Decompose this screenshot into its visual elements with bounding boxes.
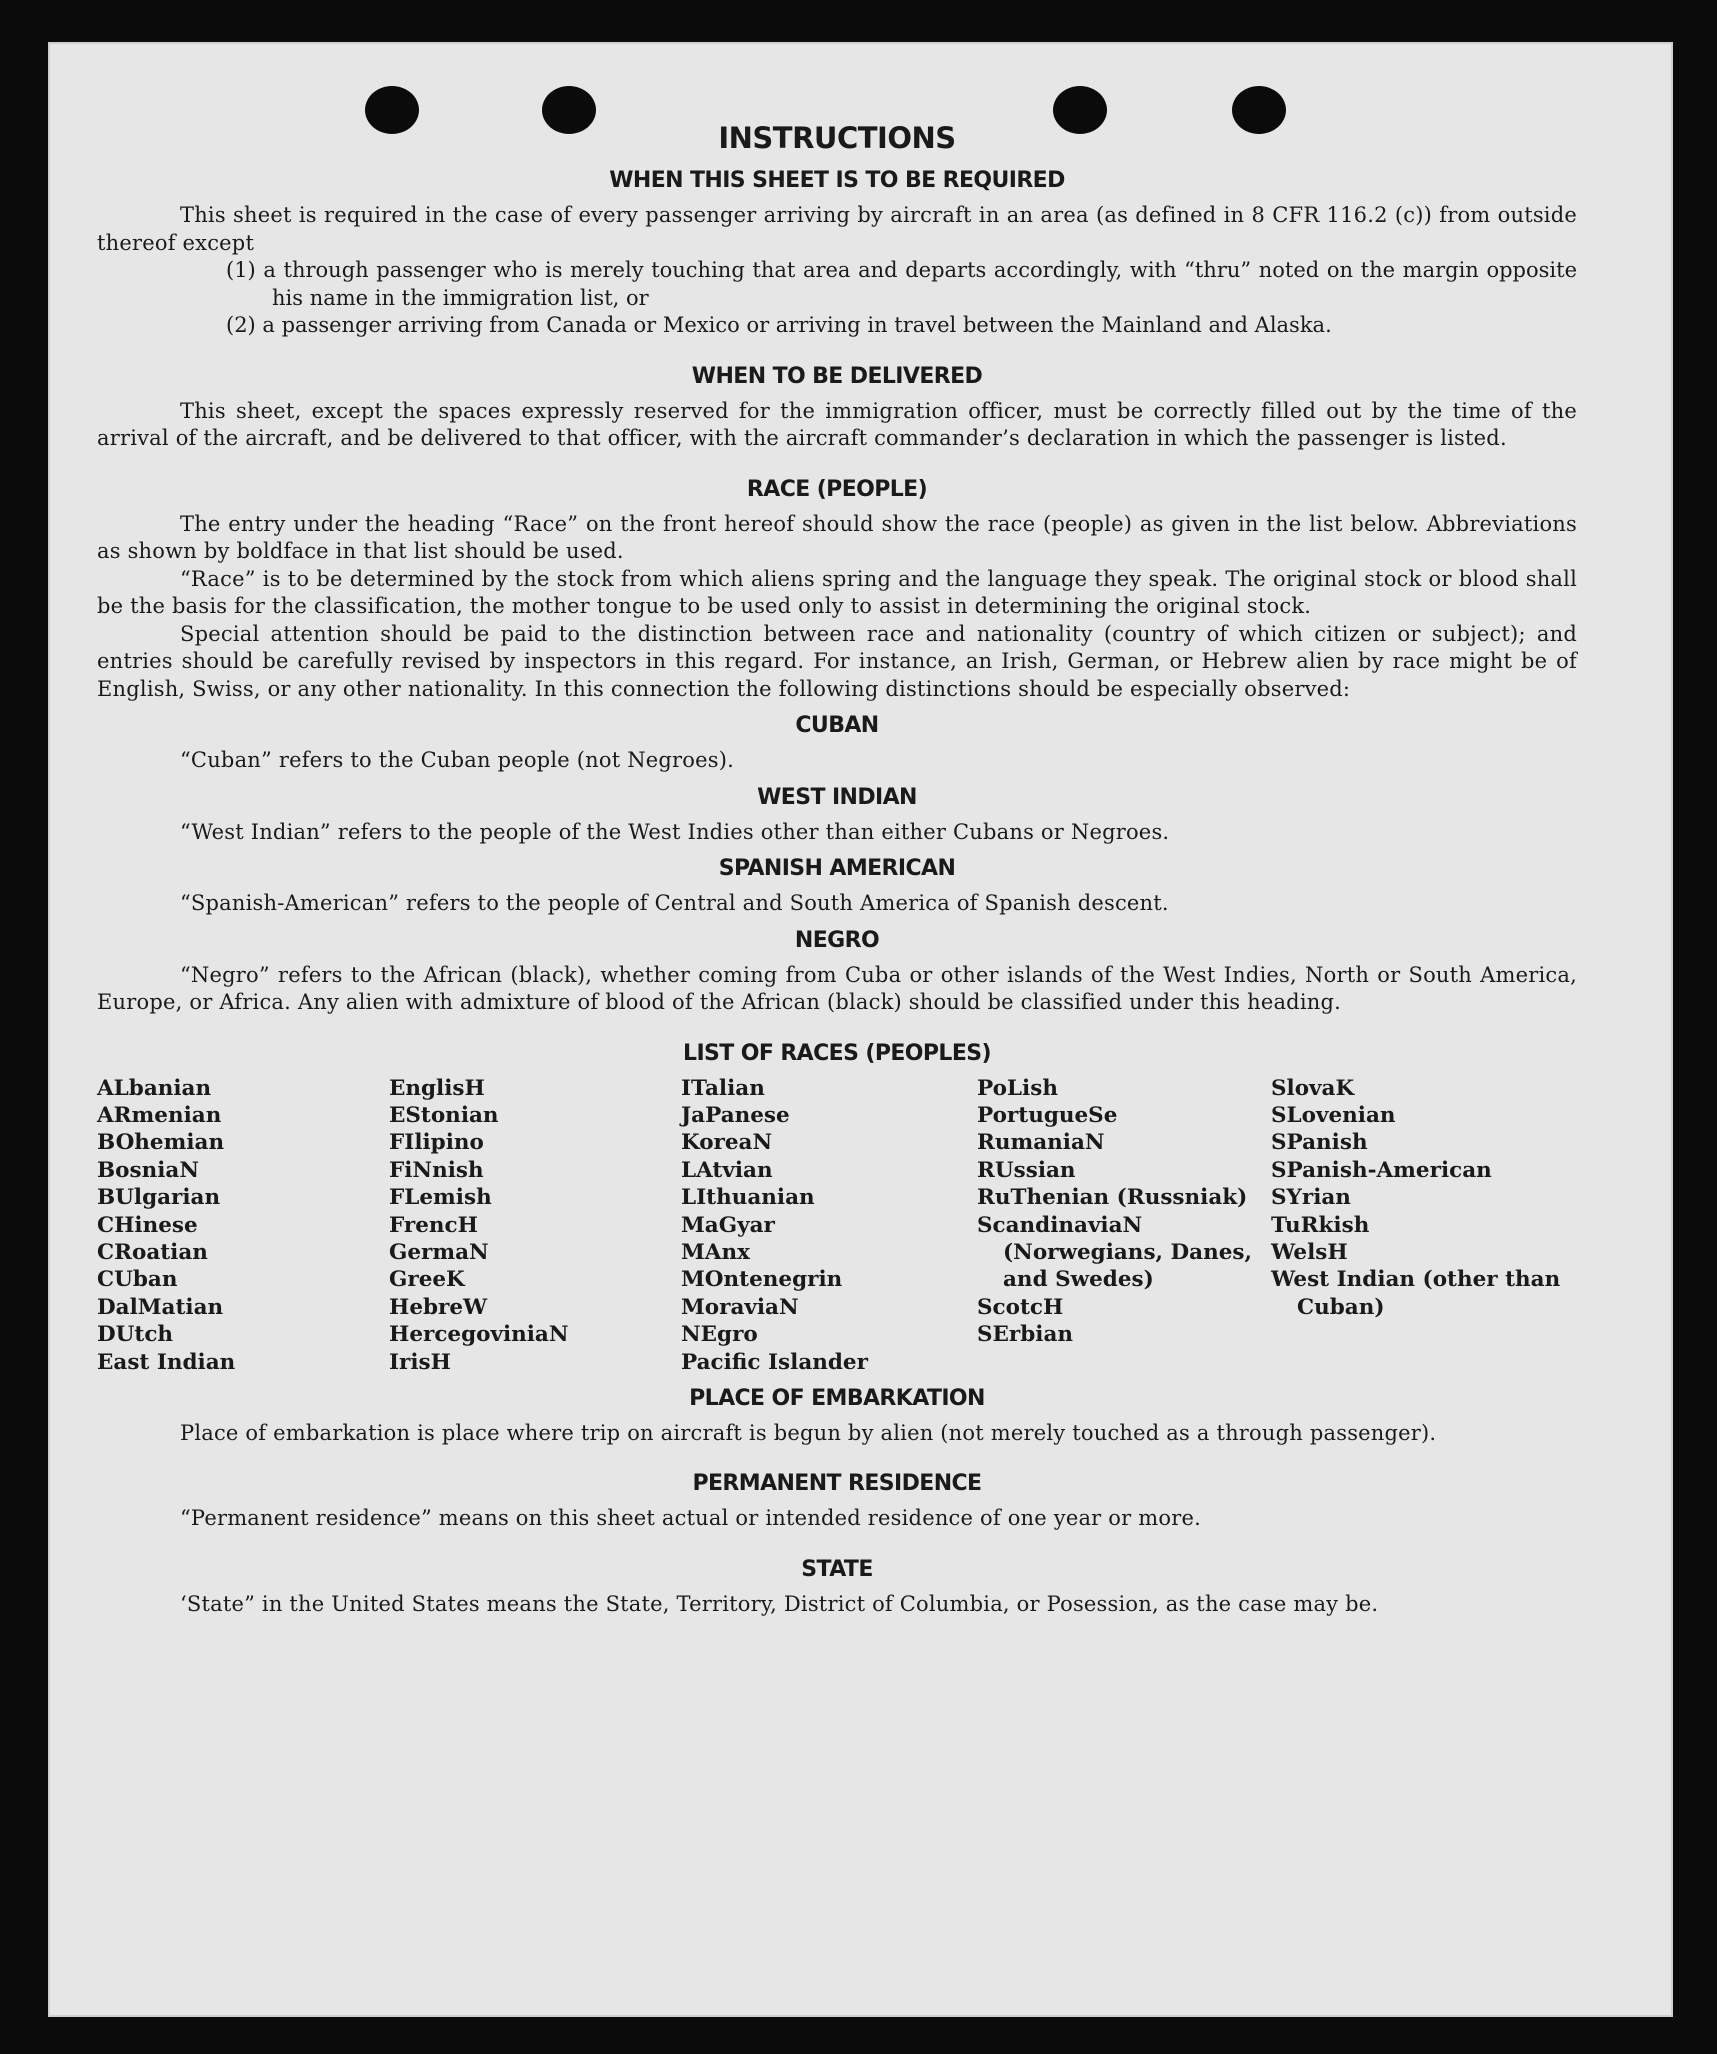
paragraph: “Race” is to be determined by the stock from which aliens spring and the language they speak. The original stock or blood shall be the basis for the classification, the mother tongue to be used only to assist in determining the original stock. (97, 566, 1577, 618)
race-item: GermaN (389, 1239, 489, 1265)
race-item: PortugueSe (977, 1102, 1118, 1128)
paragraph: “West Indian” refers to the people of the West Indies other than either Cubans or Negroes. (180, 819, 1170, 844)
races-column (681, 1075, 977, 1376)
section-heading: LIST OF RACES (PEOPLES) (683, 1040, 991, 1066)
race-item: RUssian (977, 1157, 1076, 1183)
race-item: CHinese (97, 1212, 198, 1238)
instructions-content (97, 108, 1577, 1618)
race-item: West Indian (other than Cuban) (1271, 1267, 1561, 1320)
paragraph: “Spanish-American” refers to the people of Central and South America of Spanish descent. (180, 891, 1169, 915)
section-heading: WHEN TO BE DELIVERED (691, 363, 983, 389)
paragraph: This sheet, except the spaces expressly reserved for the immigration officer, must be correctly filled out by the time of the arrival of the aircraft, and be delivered to that officer, with the aircraft commander’s declaration in which the passenger is listed. (97, 398, 1577, 450)
race-item: DalMatian (97, 1294, 224, 1320)
race-item: KoreaN (681, 1130, 773, 1156)
section-heading: WHEN THIS SHEET IS TO BE REQUIRED (609, 168, 1065, 193)
race-item: RuThenian (Russniak) (977, 1185, 1248, 1211)
race-item: BosniaN (97, 1157, 199, 1183)
race-item: SPanish (1271, 1130, 1368, 1156)
section-heading: NEGRO (794, 927, 880, 953)
section-heading: SPANISH AMERICAN (718, 856, 956, 881)
paragraph: “Negro” refers to the African (black), whether coming from Cuba or other islands of the West Indies, North or South America, Europe, or Africa. Any alien with admixture of blood of the African (black) should be classified under this heading. (97, 962, 1577, 1014)
race-item: NEgro (681, 1322, 758, 1348)
race-item: DUtch (97, 1322, 174, 1348)
race-item: RumaniaN (977, 1130, 1105, 1156)
race-item: MOntenegrin (681, 1267, 843, 1293)
race-item: HebreW (389, 1294, 488, 1320)
section-heading: WEST INDIAN (757, 784, 917, 810)
race-item: WelsH (1271, 1239, 1348, 1265)
section-heading: CUBAN (795, 713, 879, 738)
race-item: MoraviaN (681, 1294, 799, 1320)
race-item: FrencH (389, 1212, 478, 1238)
race-item: MaGyar (681, 1212, 775, 1238)
races-column (389, 1075, 681, 1376)
race-item: ScotcH (977, 1294, 1064, 1320)
race-item: SLovenian (1271, 1102, 1396, 1128)
list-item: (2) a passenger arriving from Canada or Mexico or arriving in travel between the Mainland and Alaska. (226, 313, 1332, 337)
race-item: LIthuanian (681, 1185, 815, 1211)
race-item: BUlgarian (97, 1185, 221, 1211)
races-column (97, 1075, 389, 1376)
race-item: ScandinaviaN (Norwegians, Danes, and Swedes) (977, 1212, 1252, 1293)
race-item: Pacific Islander (681, 1349, 868, 1375)
race-item: FiNnish (389, 1157, 484, 1183)
race-item: SErbian (977, 1322, 1074, 1348)
paragraph: “Cuban” refers to the Cuban people (not Negroes). (180, 748, 735, 772)
race-item: SYrian (1271, 1185, 1351, 1211)
race-item: SlovaK (1271, 1075, 1355, 1101)
paragraph: The entry under the heading “Race” on the front hereof should show the race (people) as given in the list below. Abbreviations as shown by boldface in that list should be used. (97, 511, 1577, 563)
race-item: GreeK (389, 1267, 465, 1293)
page-title: INSTRUCTIONS (718, 121, 956, 155)
race-item: CRoatian (97, 1239, 208, 1265)
race-item: ITalian (681, 1075, 765, 1101)
races-column (977, 1075, 1271, 1376)
race-item: FLemish (389, 1185, 492, 1211)
paragraph: “Permanent residence” means on this sheet actual or intended residence of one year or more. (180, 1506, 1201, 1531)
race-item: PoLish (977, 1075, 1058, 1101)
race-item: JaPanese (681, 1102, 790, 1128)
race-item: MAnx (681, 1239, 750, 1265)
race-item: BOhemian (97, 1130, 225, 1156)
race-item: TuRkish (1271, 1212, 1370, 1238)
race-item: SPanish-American (1271, 1157, 1492, 1183)
race-item: ALbanian (97, 1075, 212, 1101)
race-item: CUban (97, 1267, 178, 1293)
list-item: (1) a through passenger who is merely touching that area and departs accordingly, with “thru” noted on the margin opposite his name in the immigration list, or (226, 258, 1577, 310)
section-heading: PLACE OF EMBARKATION (689, 1385, 985, 1411)
race-item: EStonian (389, 1102, 499, 1128)
section-heading: RACE (PEOPLE) (746, 476, 928, 502)
paragraph: ‘State” in the United States means the State, Territory, District of Columbia, or Posession, as the case may be. (180, 1591, 1379, 1616)
paragraph: Special attention should be paid to the distinction between race and nationality (country of which citizen or subject); and entries should be carefully revised by inspectors in this regard. For instance, an Irish, German, or Hebrew alien by race might be of English, Swiss, or any other nationality. In this connection the following distinctions should be especially observed: (97, 621, 1577, 701)
paragraph: Place of embarkation is place where trip on aircraft is begun by alien (not merely touched as a through passenger). (180, 1420, 1437, 1445)
race-item: IrisH (389, 1349, 451, 1375)
paragraph: This sheet is required in the case of every passenger arriving by aircraft in an area (as defined in 8 CFR 116.2 (c)) from outside thereof except (97, 203, 1577, 255)
section-heading: PERMANENT RESIDENCE (692, 1471, 982, 1497)
race-item: HercegoviniaN (389, 1322, 569, 1348)
race-item: FIlipino (389, 1130, 484, 1156)
race-item: EnglisH (389, 1075, 485, 1101)
race-item: East Indian (97, 1349, 236, 1375)
section-heading: STATE (801, 1556, 873, 1582)
race-item: LAtvian (681, 1157, 773, 1183)
race-item: ARmenian (97, 1102, 222, 1128)
races-table (97, 1075, 1577, 1376)
races-column (1271, 1075, 1561, 1376)
